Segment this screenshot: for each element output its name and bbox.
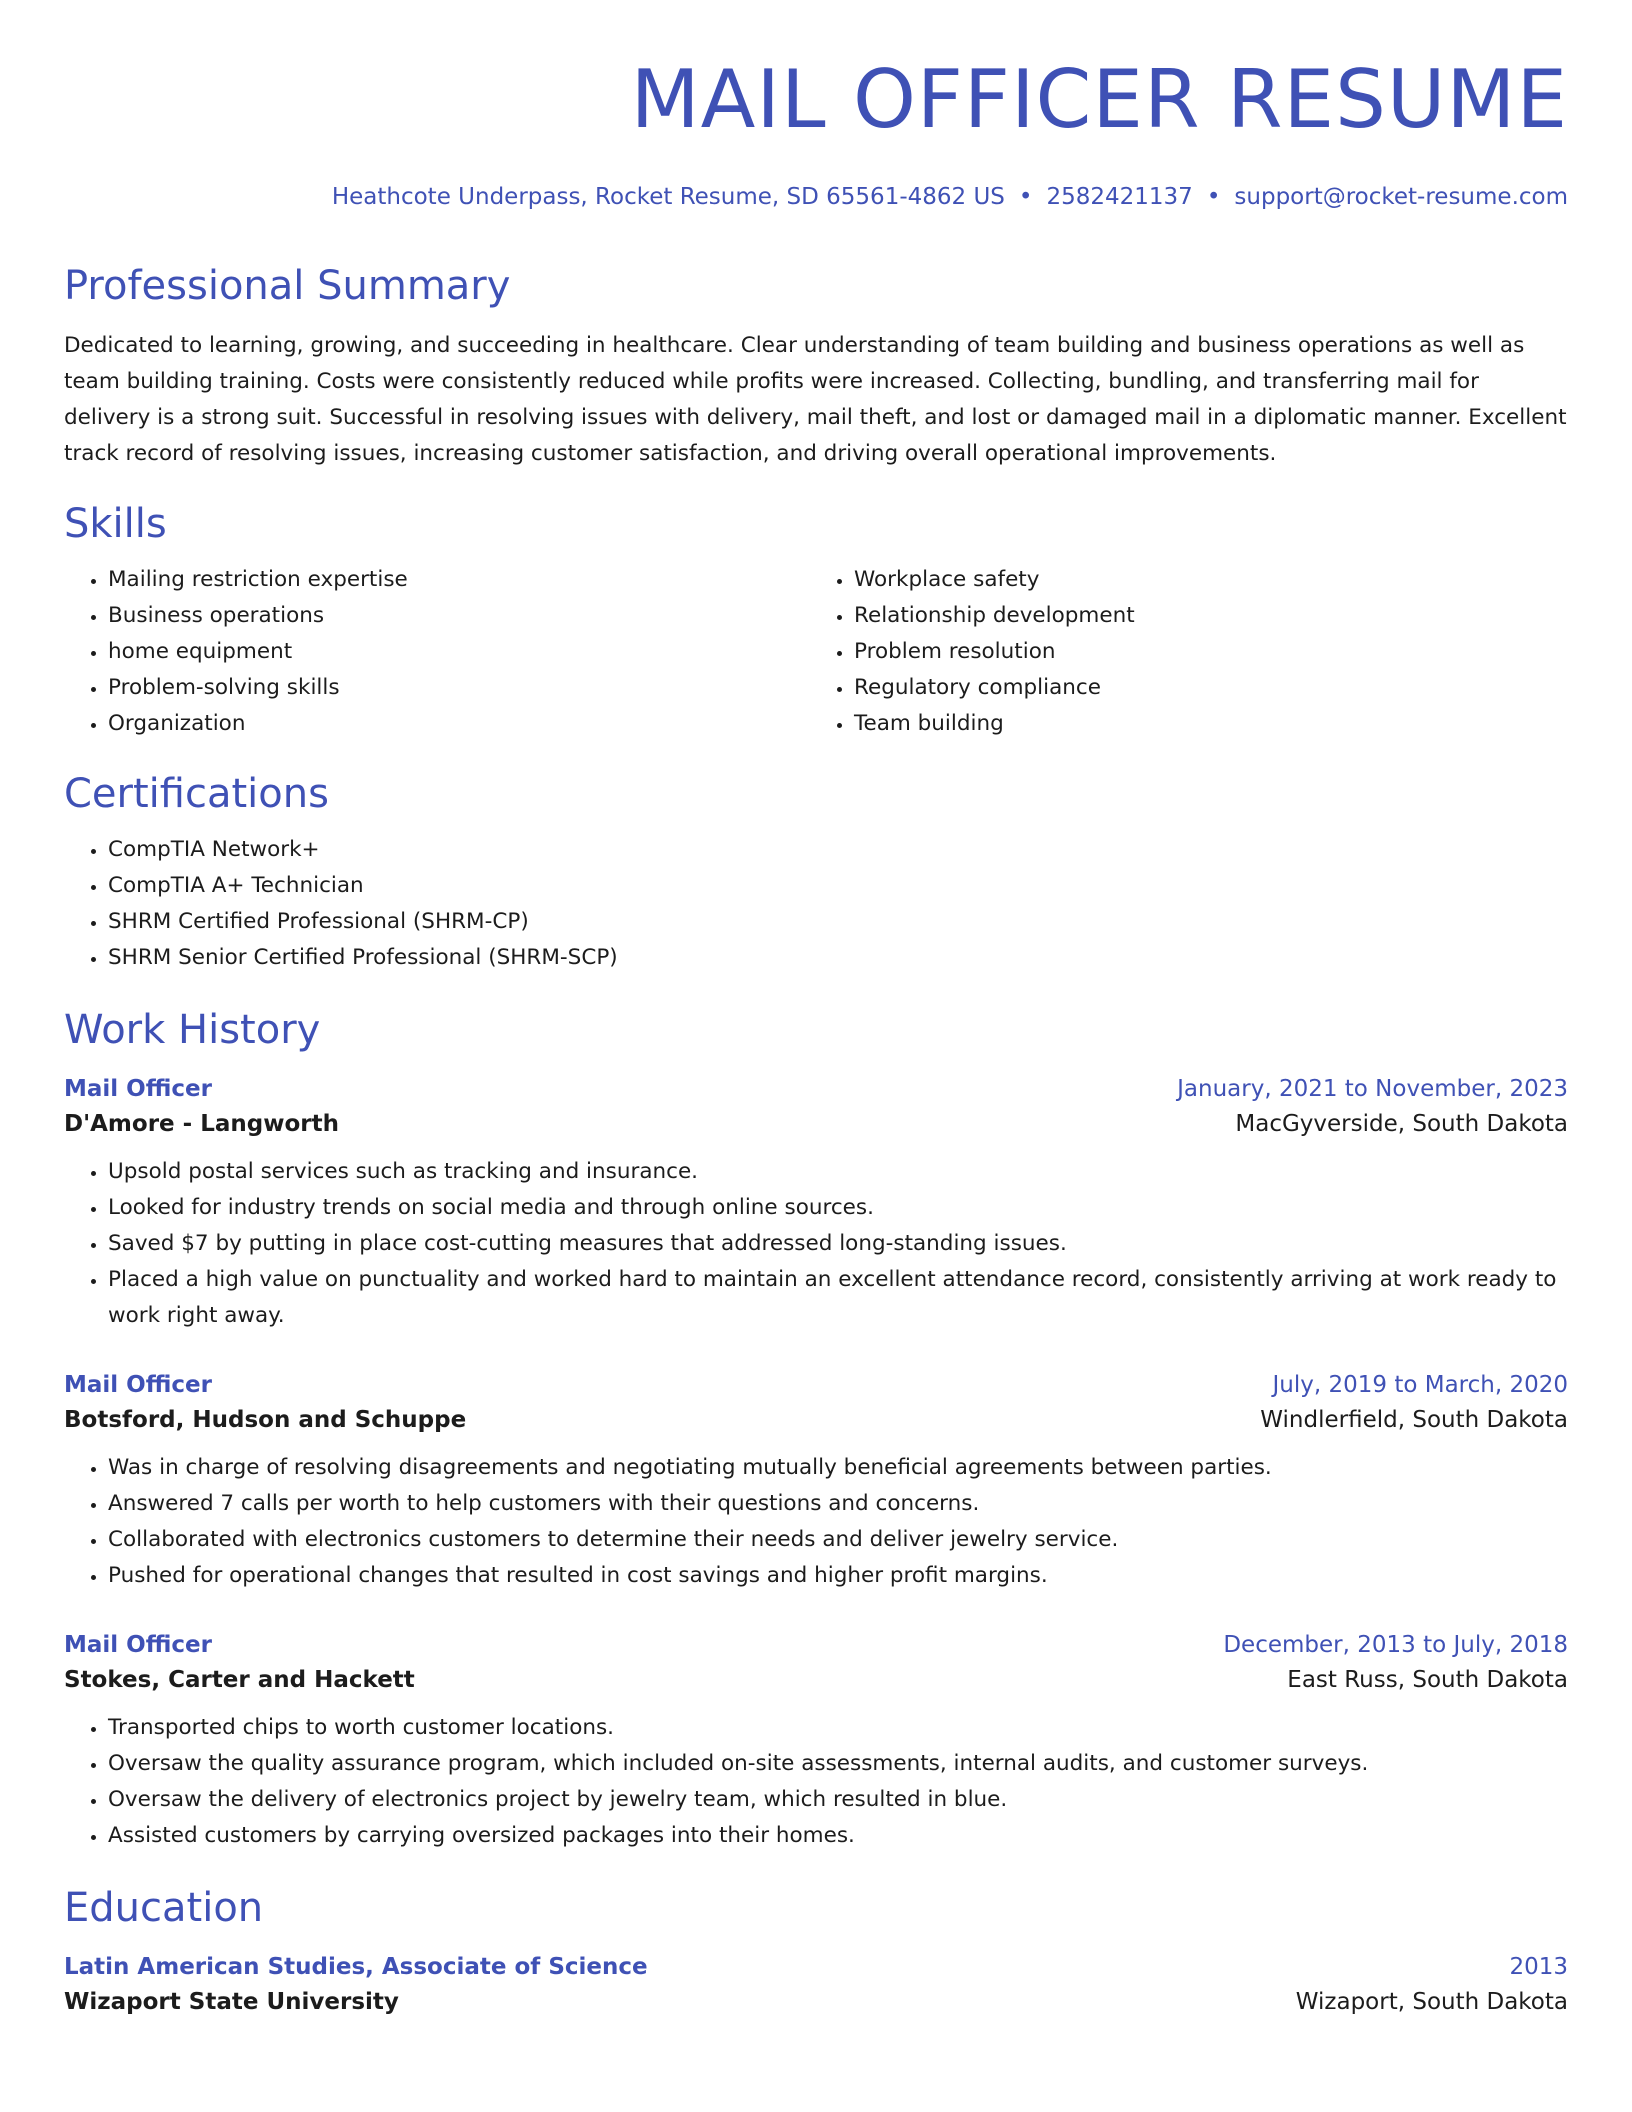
contact-phone: 2582421137 <box>1046 184 1193 210</box>
certification-item: • SHRM Certified Professional (SHRM-CP) <box>108 904 1568 940</box>
skill-item: • Workplace safety <box>854 562 1568 598</box>
job-bullet: • Was in charge of resolving disagreements and negotiating mutually beneficial agreements between parties. <box>108 1450 1568 1486</box>
job-header <box>64 1628 1568 1662</box>
skill-item: • Problem resolution <box>854 634 1568 670</box>
contact-separator: • <box>1206 184 1221 210</box>
job-bullet: • Pushed for operational changes that resulted in cost savings and higher profit margins. <box>108 1558 1568 1594</box>
summary-text: Dedicated to learning, growing, and succeeding in healthcare. Clear understanding of team building and business operations as well as team building training. Costs were consistently reduced while profits were increased. Collecting, bundling, and transferring mail for delivery is a strong suit. Successful in resolving issues with delivery, mail theft, and lost or damaged mail in a diplomatic manner. Excellent track record of resolving issues, increasing customer satisfaction, and driving overall operational improvements. <box>64 333 1567 466</box>
job-company: D'Amore - Langworth <box>64 1111 339 1137</box>
job-bullets <box>64 1710 1568 1854</box>
job-bullet: • Placed a high value on punctuality and worked hard to maintain an excellent attendance record, consistently arriving at work ready to work right away. <box>108 1262 1568 1334</box>
job-dates: January, 2021 to November, 2023 <box>1177 1076 1568 1102</box>
certifications-heading: Certifications <box>64 771 329 817</box>
summary-heading: Professional Summary <box>64 263 511 309</box>
job-entry <box>64 1368 1568 1594</box>
contact-address: Heathcote Underpass, Rocket Resume, SD 65561-4862 US <box>331 184 1005 210</box>
skill-item: • Problem-solving skills <box>108 670 822 706</box>
job-dates: July, 2019 to March, 2020 <box>1272 1372 1568 1398</box>
education-year: 2013 <box>1509 1954 1568 1980</box>
job-header <box>64 1072 1568 1106</box>
education-section <box>64 1884 1568 2020</box>
work-history-section <box>64 1006 1568 1854</box>
job-bullets <box>64 1154 1568 1334</box>
job-title: Mail Officer <box>64 1372 212 1398</box>
job-bullets <box>64 1450 1568 1594</box>
job-location: MacGyverside, South Dakota <box>1235 1111 1568 1137</box>
skills-list-left <box>64 562 822 742</box>
skill-item: • Business operations <box>108 598 822 634</box>
certifications-list <box>64 832 1568 976</box>
job-subheader <box>64 1402 1568 1438</box>
job-location: East Russ, South Dakota <box>1287 1667 1568 1693</box>
education-entry <box>64 1950 1568 2020</box>
education-heading: Education <box>64 1885 264 1931</box>
job-bullet: • Looked for industry trends on social media and through online sources. <box>108 1190 1568 1226</box>
job-entry <box>64 1628 1568 1854</box>
job-bullet: • Answered 7 calls per worth to help customers with their questions and concerns. <box>108 1486 1568 1522</box>
skill-item: • home equipment <box>108 634 822 670</box>
education-location: Wizaport, South Dakota <box>1295 1989 1568 2015</box>
skill-item: • Team building <box>854 706 1568 742</box>
job-title: Mail Officer <box>64 1076 212 1102</box>
contact-separator: • <box>1018 184 1033 210</box>
job-bullet: • Collaborated with electronics customers to determine their needs and deliver jewelry service. <box>108 1522 1568 1558</box>
page-title: MAIL OFFICER RESUME <box>630 53 1568 146</box>
education-school: Wizaport State University <box>64 1989 399 2015</box>
skill-item: • Organization <box>108 706 822 742</box>
contact-line <box>64 182 1568 212</box>
job-entry <box>64 1072 1568 1334</box>
education-subheader <box>64 1984 1568 2020</box>
job-bullet: • Oversaw the delivery of electronics project by jewelry team, which resulted in blue. <box>108 1782 1568 1818</box>
skills-section <box>64 500 1568 742</box>
certification-item: • CompTIA Network+ <box>108 832 1568 868</box>
job-bullet: • Transported chips to worth customer locations. <box>108 1710 1568 1746</box>
contact-email[interactable]: support@rocket-resume.com <box>1234 184 1568 210</box>
certification-item: • CompTIA A+ Technician <box>108 868 1568 904</box>
job-company: Botsford, Hudson and Schuppe <box>64 1407 467 1433</box>
education-degree: Latin American Studies, Associate of Science <box>64 1954 648 1980</box>
skills-grid <box>64 548 1568 742</box>
skill-item: • Regulatory compliance <box>854 670 1568 706</box>
job-bullet: • Saved $7 by putting in place cost-cutting measures that addressed long-standing issues. <box>108 1226 1568 1262</box>
skill-item: • Mailing restriction expertise <box>108 562 822 598</box>
job-bullet: • Oversaw the quality assurance program, which included on-site assessments, internal audits, and customer surveys. <box>108 1746 1568 1782</box>
summary-section <box>64 262 1568 472</box>
certification-item: • SHRM Senior Certified Professional (SHRM-SCP) <box>108 940 1568 976</box>
job-bullet: • Assisted customers by carrying oversized packages into their homes. <box>108 1818 1568 1854</box>
skills-list-right <box>822 562 1568 742</box>
job-header <box>64 1368 1568 1402</box>
job-location: Windlerfield, South Dakota <box>1260 1407 1568 1433</box>
skill-item: • Relationship development <box>854 598 1568 634</box>
job-title: Mail Officer <box>64 1632 212 1658</box>
work-history-heading: Work History <box>64 1007 321 1053</box>
job-company: Stokes, Carter and Hackett <box>64 1667 415 1693</box>
education-header <box>64 1950 1568 1984</box>
certifications-section <box>64 770 1568 976</box>
job-dates: December, 2013 to July, 2018 <box>1223 1632 1568 1658</box>
job-subheader <box>64 1662 1568 1698</box>
skills-heading: Skills <box>64 501 167 547</box>
job-bullet: • Upsold postal services such as tracking and insurance. <box>108 1154 1568 1190</box>
job-subheader <box>64 1106 1568 1142</box>
